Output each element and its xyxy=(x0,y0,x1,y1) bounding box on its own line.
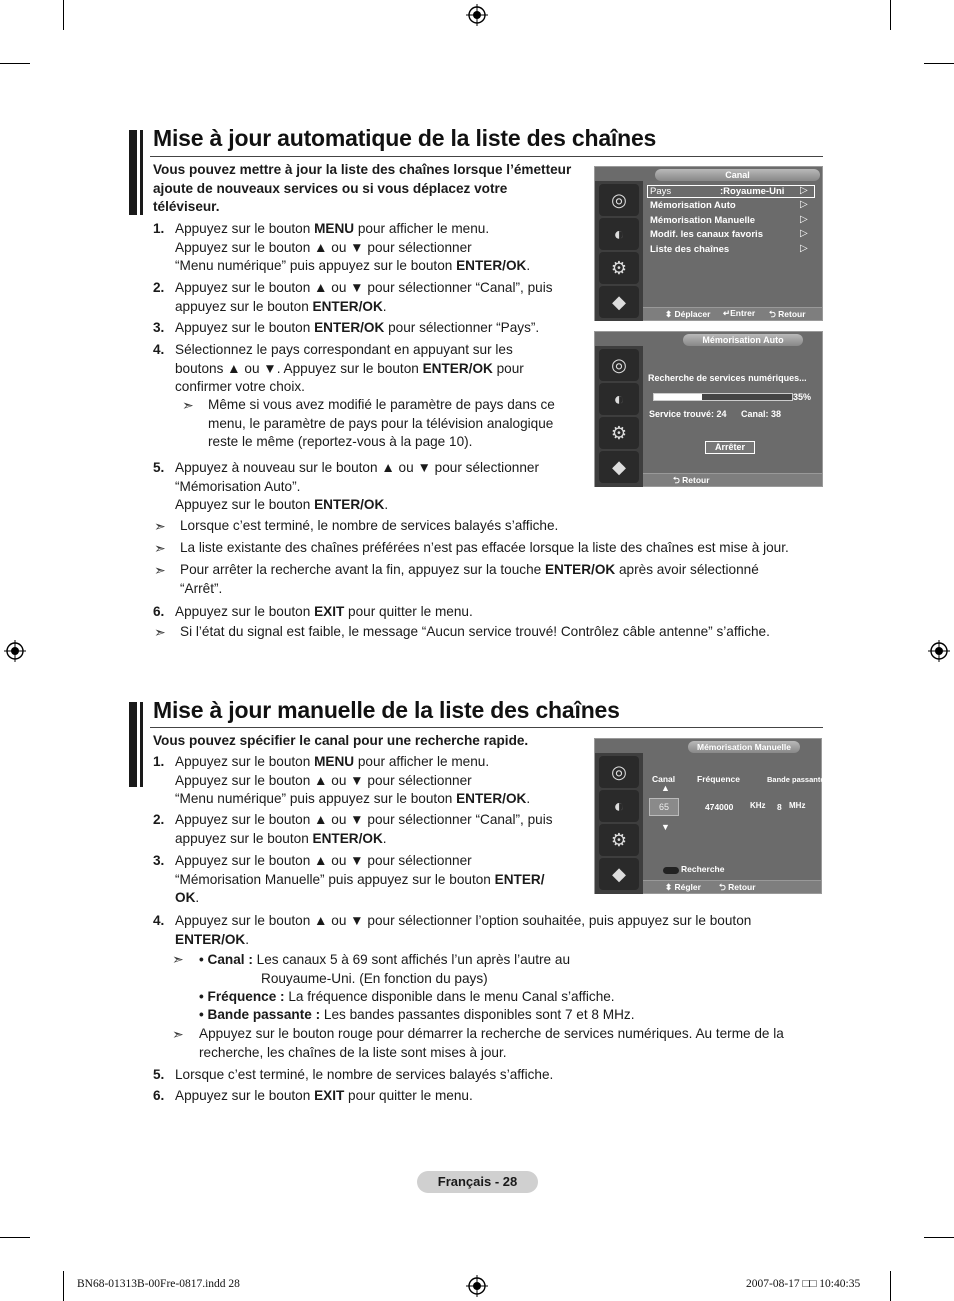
menu-item-label: Mémorisation Manuelle xyxy=(650,215,756,226)
menu-item-label: Liste des chaînes xyxy=(650,244,730,255)
menu-footer xyxy=(643,307,822,320)
intro-auto: Vous pouvez mettre à jour la liste des chaînes lorsque l’émetteur ajoute de nouveaux services ou si vous déplacez votre téléviseur. xyxy=(153,162,572,214)
menu-sidebar xyxy=(595,346,643,487)
heading-bar xyxy=(140,130,143,215)
registration-mark-icon xyxy=(466,1275,488,1297)
intro-manual: Vous pouvez spécifier le canal pour une recherche rapide. xyxy=(153,733,529,748)
step-text: Lorsque c’est terminé, le nombre de services balayés s’affiche. xyxy=(175,1067,554,1082)
crop-mark xyxy=(924,63,954,64)
chevron-right-icon: ▷ xyxy=(800,243,808,254)
crop-mark xyxy=(890,1271,891,1301)
step-number: 4. xyxy=(153,342,165,357)
note-country: Même si vous avez modifié le paramètre de pays dans ce menu, le paramètre de pays pour la télévision analogique reste le même (reportez-vous à la page 10). xyxy=(208,397,555,449)
note-arrow-icon: ➣ xyxy=(154,540,166,556)
registration-mark-icon xyxy=(4,640,26,662)
step-number: 1. xyxy=(153,754,165,769)
note-arrow-icon: ➣ xyxy=(172,1026,184,1042)
setup-icon: ⚙ xyxy=(599,252,639,284)
note-weak-signal: Si l’état du signal est faible, le message “Aucun service trouvé! Contrôlez câble antenne” s’affiche. xyxy=(180,624,770,639)
note-red-button: Appuyez sur le bouton rouge pour démarrer la recherche de services numériques. Au terme de la recherche, les chaînes de la liste sont mises à jour. xyxy=(199,1026,784,1060)
progress-bar xyxy=(653,393,793,401)
crop-mark xyxy=(0,63,30,64)
option-text: • Bande passante : Les bandes passantes disponibles sont 7 et 8 MHz. xyxy=(199,1007,635,1022)
step-text: Appuyez sur le bouton ▲ ou ▼ pour sélectionner “Canal”, puis appuyez sur le bouton ENTER/OK. xyxy=(175,280,553,314)
bandwidth-value[interactable]: 8 xyxy=(777,802,782,812)
heading-rule xyxy=(150,156,823,157)
progress-fill xyxy=(654,394,702,400)
step-number: 5. xyxy=(153,460,165,475)
step-number: 5. xyxy=(153,1067,165,1082)
tv-menu-canal xyxy=(594,166,823,321)
page-number-badge: Français - 28 xyxy=(417,1171,538,1193)
back-hint: ⮌ Retour xyxy=(769,309,806,319)
menu-item-label: Modif. les canaux favoris xyxy=(650,229,763,240)
chevron-right-icon: ▷ xyxy=(800,228,808,239)
menu-item-value: :Royaume-Uni xyxy=(720,186,785,197)
red-button-icon[interactable] xyxy=(663,867,679,874)
step-text: Appuyez sur le bouton ▲ ou ▼ pour sélectionner “Canal”, puis appuyez sur le bouton ENTER/OK. xyxy=(175,812,553,846)
menu-sidebar xyxy=(595,181,643,321)
step-number: 1. xyxy=(153,221,165,236)
step-number: 4. xyxy=(153,913,165,928)
enter-hint: ↵Entrer xyxy=(723,308,756,318)
sound-icon: ◐ xyxy=(599,790,639,822)
down-arrow-icon[interactable]: ▼ xyxy=(661,822,670,832)
searching-text: Recherche de services numériques... xyxy=(648,373,807,383)
menu-title: Canal xyxy=(655,169,820,181)
step-text: Appuyez à nouveau sur le bouton ▲ ou ▼ pour sélectionner “Mémorisation Auto”. Appuyez sur le bouton ENTER/OK. xyxy=(175,460,539,512)
menu-footer xyxy=(643,880,821,893)
note-arrow-icon: ➣ xyxy=(154,624,166,640)
option-text: • Canal : Les canaux 5 à 69 sont affichés l’un après l’autre au xyxy=(199,952,571,967)
menu-title: Mémorisation Manuelle xyxy=(688,741,800,753)
back-hint: ⮌ Retour xyxy=(673,475,710,485)
step-text: Sélectionnez le pays correspondant en appuyant sur les boutons ▲ ou ▼. Appuyez sur le bouton ENTER/OK pour confirmer votre choix. xyxy=(175,342,524,394)
step-text: Appuyez sur le bouton ENTER/OK pour sélectionner “Pays”. xyxy=(175,320,540,335)
input-icon: ◆ xyxy=(599,858,639,890)
step-number: 2. xyxy=(153,280,165,295)
setup-icon: ⚙ xyxy=(599,417,639,449)
step-number: 6. xyxy=(153,1088,165,1103)
picture-icon: ◎ xyxy=(599,184,639,216)
crop-mark xyxy=(890,0,891,30)
back-hint: ⮌ Retour xyxy=(719,882,756,892)
registration-mark-icon xyxy=(928,640,950,662)
menu-footer xyxy=(643,473,822,486)
sound-icon: ◐ xyxy=(599,383,639,415)
step-number: 3. xyxy=(153,320,165,335)
note-text: La liste existante des chaînes préférées n’est pas effacée lorsque la liste des chaînes est mise à jour. xyxy=(180,540,789,555)
chevron-right-icon: ▷ xyxy=(800,199,808,210)
section-title-manual: Mise à jour manuelle de la liste des chaînes xyxy=(153,697,620,723)
crop-mark xyxy=(63,0,64,30)
note-arrow-icon: ➣ xyxy=(154,562,166,578)
picture-icon: ◎ xyxy=(599,756,639,788)
step-text: Appuyez sur le bouton ▲ ou ▼ pour sélectionner “Mémorisation Manuelle” puis appuyez sur le bouton ENTER/ OK. xyxy=(175,853,545,905)
menu-item-label: Pays xyxy=(650,186,672,197)
progress-label: 35% xyxy=(793,392,812,402)
stop-button[interactable]: Arrêter xyxy=(705,441,755,454)
step-number: 3. xyxy=(153,853,165,868)
note-text: Lorsque c’est terminé, le nombre de services balayés s’affiche. xyxy=(180,518,559,533)
step-text: Appuyez sur le bouton MENU pour afficher le menu. Appuyez sur le bouton ▲ ou ▼ pour sélectionner “Menu numérique” puis appuyez sur le bouton ENTER/OK. xyxy=(175,754,531,806)
note-arrow-icon: ➣ xyxy=(172,951,184,967)
note-arrow-icon: ➣ xyxy=(182,397,194,413)
heading-rule xyxy=(150,727,823,728)
option-text: • Fréquence : La fréquence disponible dans le menu Canal s’affiche. xyxy=(199,989,615,1004)
step-text: Appuyez sur le bouton EXIT pour quitter le menu. xyxy=(175,1088,473,1103)
step-text: Appuyez sur le bouton MENU pour afficher le menu. Appuyez sur le bouton ▲ ou ▼ pour sélectionner “Menu numérique” puis appuyez sur le bouton ENTER/OK. xyxy=(175,221,531,273)
note-text: Pour arrêter la recherche avant la fin, appuyez sur la touche ENTER/OK après avoir sélectionné “Arrêt”. xyxy=(180,562,759,596)
frequency-unit: KHz xyxy=(750,801,766,810)
chevron-right-icon: ▷ xyxy=(800,214,808,225)
adjust-hint: ⬍ Régler xyxy=(665,882,701,892)
up-arrow-icon[interactable]: ▲ xyxy=(661,783,670,793)
tv-menu-manual xyxy=(594,738,825,894)
bandwidth-unit: MHz xyxy=(789,801,806,810)
file-slug: BN68-01313B-00Fre-0817.indd 28 xyxy=(77,1278,240,1290)
crop-mark xyxy=(924,1237,954,1238)
input-icon: ◆ xyxy=(599,451,639,483)
setup-icon: ⚙ xyxy=(599,824,639,856)
chevron-right-icon: ▷ xyxy=(800,185,808,196)
move-hint: ⬍ Déplacer xyxy=(665,309,711,319)
search-label: Recherche xyxy=(681,864,725,874)
step-text: Appuyez sur le bouton ▲ ou ▼ pour sélectionner l’option souhaitée, puis appuyez sur le bouton ENTER/OK. xyxy=(175,913,752,947)
heading-bar xyxy=(140,702,143,787)
note-arrow-icon: ➣ xyxy=(154,518,166,534)
option-text: Rouyaume-Uni. (En fonction du pays) xyxy=(261,971,488,986)
col-canal: Canal xyxy=(652,774,676,784)
crop-mark xyxy=(0,1237,30,1238)
col-bandwidth: Bande passante xyxy=(767,775,825,784)
sound-icon: ◐ xyxy=(599,218,639,250)
input-icon: ◆ xyxy=(599,286,639,318)
canal-input[interactable]: 65 xyxy=(649,798,679,816)
service-found: Service trouvé: 24 xyxy=(649,409,727,419)
heading-bar xyxy=(129,130,137,215)
heading-bar xyxy=(129,702,137,787)
frequency-value[interactable]: 474000 xyxy=(705,802,734,812)
menu-item-label: Mémorisation Auto xyxy=(650,200,736,211)
channel-found: Canal: 38 xyxy=(741,409,782,419)
section-title-auto: Mise à jour automatique de la liste des chaînes xyxy=(153,125,657,151)
registration-mark-icon xyxy=(466,4,488,26)
crop-mark xyxy=(63,1271,64,1301)
menu-sidebar xyxy=(595,753,643,894)
date-slug: 2007-08-17 □□ 10:40:35 xyxy=(746,1278,861,1290)
col-frequency: Fréquence xyxy=(697,774,740,784)
picture-icon: ◎ xyxy=(599,349,639,381)
step-text: Appuyez sur le bouton EXIT pour quitter le menu. xyxy=(175,604,473,619)
menu-title: Mémorisation Auto xyxy=(683,334,803,346)
step-number: 2. xyxy=(153,812,165,827)
tv-menu-auto xyxy=(594,331,823,487)
step-number: 6. xyxy=(153,604,165,619)
